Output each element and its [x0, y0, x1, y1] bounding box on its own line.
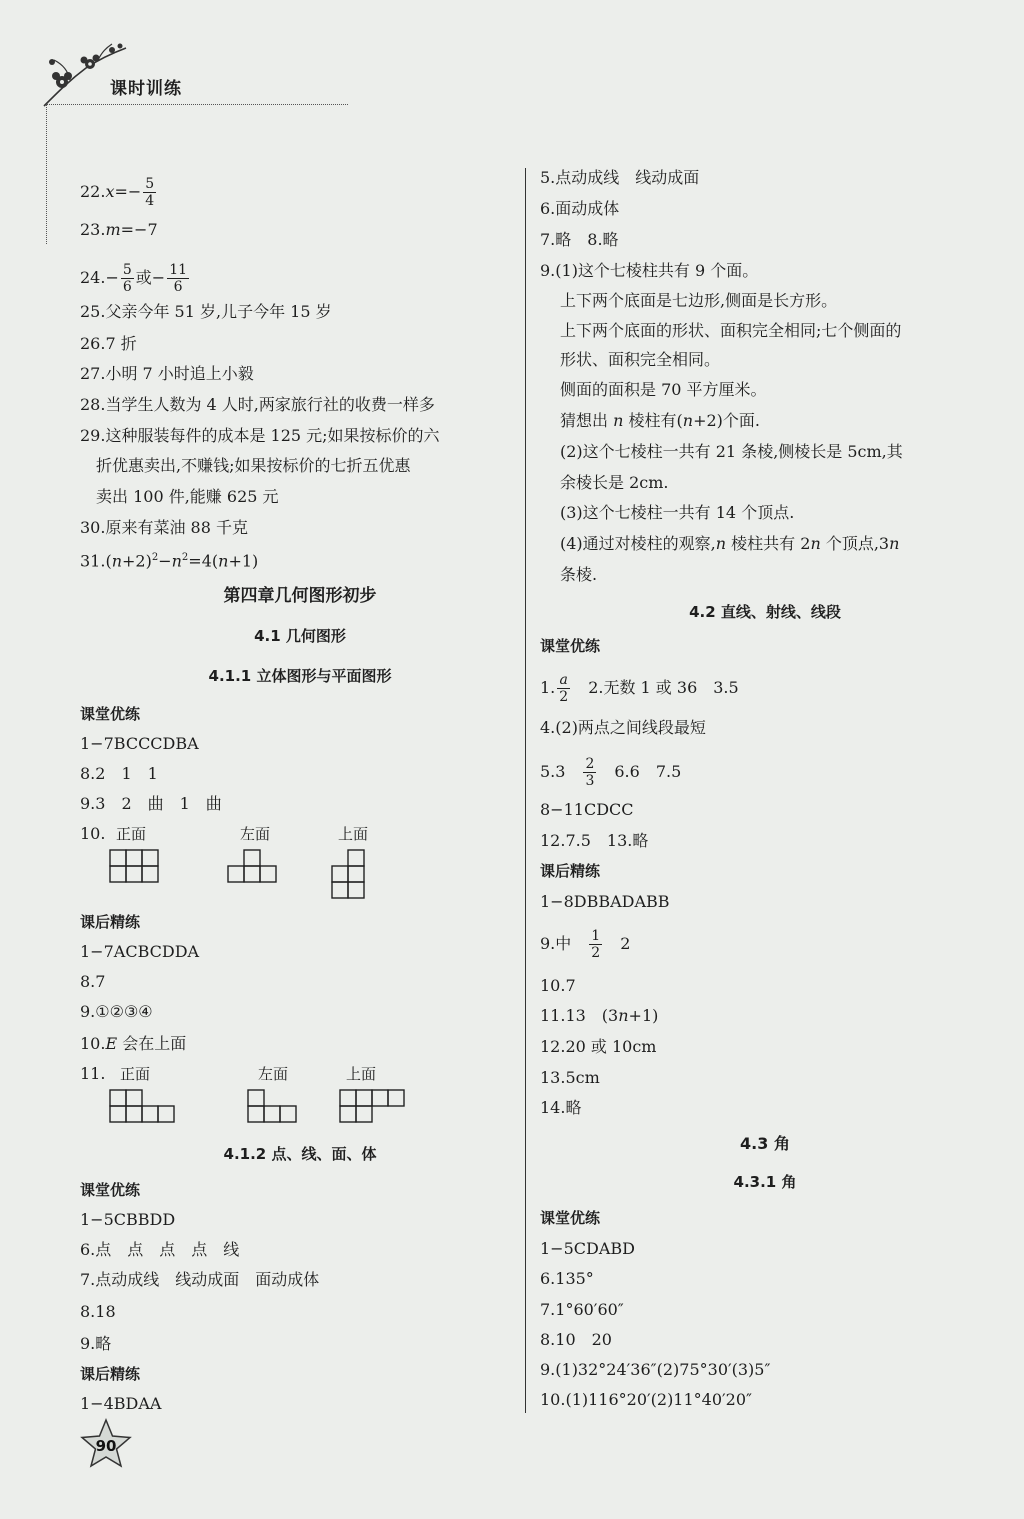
- answer-p-6: 6.点 点 点 点 线: [80, 1240, 240, 1259]
- answer-u-12: 12.20 或 10cm: [540, 1037, 657, 1056]
- answer-v-1-5: 1−5CDABD: [540, 1239, 635, 1258]
- answer-r-5: 5.点动成线 线动成面: [540, 168, 700, 187]
- answer-r-9-6: 猜想出 n 棱柱有(n+2)个面.: [560, 411, 760, 430]
- answer-r-9-9: (3)这个七棱柱一共有 14 个顶点.: [560, 503, 795, 522]
- answer-p-8: 8.18: [80, 1302, 116, 1321]
- view-label-top: 上面: [338, 825, 369, 843]
- answer-r-9-8: 余棱长是 2cm.: [560, 473, 669, 492]
- answer-v-10: 10.(1)116°20′(2)11°40′20″: [540, 1390, 752, 1409]
- answer-p-7: 7.点动成线 线动成面 面动成体: [80, 1270, 320, 1289]
- answer-28: 28.当学生人数为 4 人时,两家旅行社的收费一样多: [80, 395, 435, 414]
- section-4-2: 4.2 直线、射线、线段: [689, 603, 841, 621]
- answer-r-9-4: 形状、面积完全相同。: [560, 350, 721, 369]
- answer-r-9-2: 上下两个底面是七边形,侧面是长方形。: [560, 291, 838, 310]
- answer-31: $31.(n+2)^2-n^2=4(n+1)$: [80, 551, 259, 571]
- answer-29-line2: 折优惠卖出,不赚钱;如果按标价的七折五优惠: [96, 456, 411, 475]
- section-4-1-2: 4.1.2 点、线、面、体: [223, 1145, 377, 1163]
- front-view-diagram-2: [108, 1088, 182, 1124]
- section-4-3-1: 4.3.1 角: [733, 1173, 797, 1191]
- answer-h-11: 11.: [80, 1064, 106, 1083]
- answer-t-4: 4.(2)两点之间线段最短: [540, 718, 706, 737]
- answer-t-8-11: 8−11CDCC: [540, 800, 634, 819]
- answer-r-9-1: 9.(1)这个七棱柱共有 9 个面。: [540, 261, 759, 280]
- answer-t-1-3: 1. $\frac{a}{2}$ 2.无数 1 或 36 3.5: [540, 672, 739, 705]
- answer-r-6: 6.面动成体: [540, 199, 620, 218]
- answer-10: 10.: [80, 824, 106, 843]
- answer-9: 9.3 2 曲 1 曲: [80, 794, 222, 813]
- header-side-divider: [46, 104, 47, 244]
- answer-29-line3: 卖出 100 件,能赚 625 元: [96, 487, 279, 506]
- answer-v-7: 7.1°60′60″: [540, 1300, 624, 1319]
- subsection-class-practice-4: 课堂优练: [540, 1209, 601, 1227]
- view-label-left-2: 左面: [258, 1065, 289, 1083]
- answer-r-9-10: (4)通过对棱柱的观察,n 棱柱共有 2n 个顶点,3n: [560, 534, 900, 553]
- answer-23: 23.m=−7: [80, 220, 158, 239]
- answer-29-line1: 29.这种服装每件的成本是 125 元;如果按标价的六: [80, 426, 440, 445]
- left-view-diagram: [226, 848, 282, 884]
- front-view-diagram: [108, 848, 164, 884]
- chapter-title: 第四章几何图形初步: [223, 586, 377, 606]
- answer-h-1-7: 1−7ACBCDDA: [80, 942, 200, 961]
- answer-u-14: 14.略: [540, 1098, 582, 1117]
- subsection-after-class: 课后精练: [80, 913, 141, 931]
- section-4-1-1: 4.1.1 立体图形与平面图形: [208, 667, 392, 685]
- answer-r-9-7: (2)这个七棱柱一共有 21 条棱,侧棱长是 5cm,其: [560, 442, 903, 461]
- top-view-diagram-2: [338, 1088, 412, 1124]
- answer-u-11: 11.13 (3n+1): [540, 1006, 659, 1025]
- answer-r-9-5: 侧面的面积是 70 平方厘米。: [560, 380, 767, 399]
- answer-h-9: 9.①②③④: [80, 1002, 153, 1021]
- answer-u-13: 13.5cm: [540, 1068, 600, 1087]
- section-4-3: 4.3 角: [740, 1134, 790, 1153]
- answer-r-7-8: 7.略 8.略: [540, 230, 619, 249]
- answer-26: 26.7 折: [80, 334, 137, 353]
- view-label-front: 正面: [116, 825, 147, 843]
- section-4-1: 4.1 几何图形: [254, 627, 346, 645]
- answer-r-9-11: 条棱.: [560, 565, 598, 584]
- subsection-after-class-3: 课后精练: [540, 862, 601, 880]
- subsection-class-practice-2: 课堂优练: [80, 1181, 141, 1199]
- column-divider: [525, 168, 526, 1413]
- answer-22: 22.x=− $\frac{5}{4}$: [80, 176, 155, 209]
- answer-v-8: 8.10 20: [540, 1330, 612, 1349]
- view-label-top-2: 上面: [346, 1065, 377, 1083]
- header-title: 课时训练: [110, 79, 182, 99]
- answer-27: 27.小明 7 小时追上小毅: [80, 364, 254, 383]
- answer-8: 8.2 1 1: [80, 764, 158, 783]
- header-divider: [46, 104, 348, 105]
- top-view-diagram: [330, 848, 370, 900]
- left-view-diagram-2: [246, 1088, 302, 1124]
- answer-u-9: 9.中 $\frac{1}{2}$ 2: [540, 928, 631, 961]
- view-label-left: 左面: [240, 825, 271, 843]
- subsection-class-practice-3: 课堂优练: [540, 637, 601, 655]
- answer-t-5-7: 5.3 $\frac{2}{3}$ 6.6 7.5: [540, 756, 682, 789]
- answer-1-7: 1−7BCCCDBA: [80, 734, 199, 753]
- view-label-front-2: 正面: [120, 1065, 151, 1083]
- answer-u-1-8: 1−8DBBADABB: [540, 892, 670, 911]
- answer-p-1-5: 1−5CBBDD: [80, 1210, 176, 1229]
- answer-h-8: 8.7: [80, 972, 106, 991]
- answer-25: 25.父亲今年 51 岁,儿子今年 15 岁: [80, 302, 332, 321]
- answer-t-12-13: 12.7.5 13.略: [540, 831, 649, 850]
- answer-p-9: 9.略: [80, 1334, 112, 1353]
- answer-v-9: 9.(1)32°24′36″(2)75°30′(3)5″: [540, 1360, 771, 1379]
- answer-30: 30.原来有菜油 88 千克: [80, 518, 248, 537]
- answer-r-9-3: 上下两个底面的形状、面积完全相同;七个侧面的: [560, 321, 902, 340]
- subsection-after-class-2: 课后精练: [80, 1365, 141, 1383]
- subsection-class-practice: 课堂优练: [80, 705, 141, 723]
- answer-q-1-4: 1−4BDAA: [80, 1394, 162, 1413]
- page-number-star: [78, 1418, 134, 1470]
- answer-h-10: 10.E 会在上面: [80, 1034, 187, 1053]
- answer-24: 24.− $\frac{5}{6}$ 或− $\frac{11}{6}$: [80, 262, 188, 295]
- answer-v-6: 6.135°: [540, 1269, 594, 1288]
- answer-u-10: 10.7: [540, 976, 576, 995]
- page-number: 90: [95, 1437, 117, 1455]
